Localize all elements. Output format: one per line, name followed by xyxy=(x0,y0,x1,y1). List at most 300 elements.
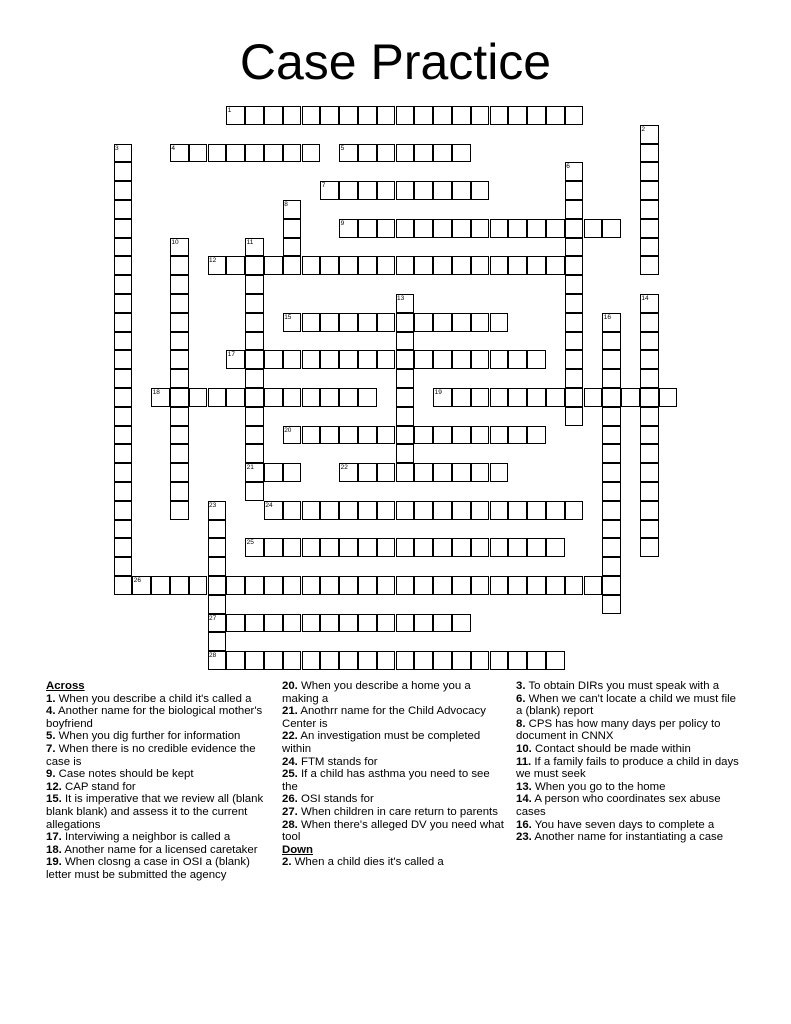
crossword-cell[interactable] xyxy=(170,482,189,501)
crossword-cell[interactable] xyxy=(358,219,377,238)
crossword-cell[interactable] xyxy=(339,576,358,595)
crossword-cell[interactable] xyxy=(320,388,339,407)
crossword-cell[interactable] xyxy=(226,651,245,670)
crossword-cell[interactable] xyxy=(170,256,189,275)
crossword-cell[interactable] xyxy=(170,294,189,313)
crossword-cell[interactable] xyxy=(414,501,433,520)
crossword-cell[interactable] xyxy=(584,219,603,238)
crossword-cell[interactable] xyxy=(245,256,264,275)
crossword-cell[interactable] xyxy=(283,106,302,125)
crossword-cell[interactable] xyxy=(377,576,396,595)
crossword-cell[interactable] xyxy=(302,501,321,520)
crossword-cell[interactable] xyxy=(602,463,621,482)
crossword-cell[interactable] xyxy=(396,106,415,125)
crossword-cell[interactable] xyxy=(546,106,565,125)
crossword-cell[interactable] xyxy=(208,614,227,633)
crossword-cell[interactable] xyxy=(508,350,527,369)
crossword-cell[interactable] xyxy=(433,614,452,633)
crossword-cell[interactable] xyxy=(114,350,133,369)
crossword-cell[interactable] xyxy=(339,651,358,670)
crossword-cell[interactable] xyxy=(339,538,358,557)
crossword-cell[interactable] xyxy=(114,144,133,163)
crossword-cell[interactable] xyxy=(602,501,621,520)
crossword-cell[interactable] xyxy=(114,426,133,445)
crossword-cell[interactable] xyxy=(433,388,452,407)
crossword-cell[interactable] xyxy=(527,501,546,520)
crossword-cell[interactable] xyxy=(414,106,433,125)
crossword-cell[interactable] xyxy=(565,294,584,313)
crossword-cell[interactable] xyxy=(377,614,396,633)
crossword-cell[interactable] xyxy=(339,144,358,163)
crossword-cell[interactable] xyxy=(245,426,264,445)
crossword-cell[interactable] xyxy=(508,538,527,557)
crossword-cell[interactable] xyxy=(283,463,302,482)
crossword-cell[interactable] xyxy=(302,426,321,445)
crossword-cell[interactable] xyxy=(640,125,659,144)
crossword-cell[interactable] xyxy=(208,256,227,275)
crossword-cell[interactable] xyxy=(414,313,433,332)
crossword-cell[interactable] xyxy=(640,482,659,501)
crossword-cell[interactable] xyxy=(490,219,509,238)
crossword-cell[interactable] xyxy=(264,106,283,125)
crossword-cell[interactable] xyxy=(565,200,584,219)
crossword-cell[interactable] xyxy=(264,144,283,163)
crossword-cell[interactable] xyxy=(602,407,621,426)
crossword-cell[interactable] xyxy=(283,576,302,595)
crossword-cell[interactable] xyxy=(565,106,584,125)
crossword-cell[interactable] xyxy=(283,614,302,633)
crossword-cell[interactable] xyxy=(396,369,415,388)
crossword-cell[interactable] xyxy=(114,538,133,557)
crossword-cell[interactable] xyxy=(508,576,527,595)
crossword-cell[interactable] xyxy=(565,181,584,200)
crossword-cell[interactable] xyxy=(339,256,358,275)
crossword-cell[interactable] xyxy=(471,426,490,445)
crossword-cell[interactable] xyxy=(640,350,659,369)
crossword-cell[interactable] xyxy=(452,651,471,670)
crossword-cell[interactable] xyxy=(396,444,415,463)
crossword-cell[interactable] xyxy=(114,181,133,200)
crossword-cell[interactable] xyxy=(283,256,302,275)
crossword-cell[interactable] xyxy=(452,538,471,557)
crossword-cell[interactable] xyxy=(358,501,377,520)
crossword-cell[interactable] xyxy=(377,651,396,670)
crossword-cell[interactable] xyxy=(414,219,433,238)
crossword-cell[interactable] xyxy=(659,388,678,407)
crossword-cell[interactable] xyxy=(245,482,264,501)
crossword-cell[interactable] xyxy=(208,501,227,520)
crossword-cell[interactable] xyxy=(396,388,415,407)
crossword-cell[interactable] xyxy=(452,144,471,163)
crossword-cell[interactable] xyxy=(414,614,433,633)
crossword-cell[interactable] xyxy=(640,238,659,257)
crossword-cell[interactable] xyxy=(452,313,471,332)
crossword-cell[interactable] xyxy=(471,651,490,670)
crossword-cell[interactable] xyxy=(396,501,415,520)
crossword-cell[interactable] xyxy=(245,369,264,388)
crossword-cell[interactable] xyxy=(471,463,490,482)
crossword-cell[interactable] xyxy=(414,426,433,445)
crossword-cell[interactable] xyxy=(471,181,490,200)
crossword-cell[interactable] xyxy=(640,538,659,557)
crossword-cell[interactable] xyxy=(508,426,527,445)
crossword-cell[interactable] xyxy=(208,651,227,670)
crossword-cell[interactable] xyxy=(245,350,264,369)
crossword-cell[interactable] xyxy=(471,106,490,125)
crossword-cell[interactable] xyxy=(114,162,133,181)
crossword-cell[interactable] xyxy=(565,407,584,426)
crossword-cell[interactable] xyxy=(302,388,321,407)
crossword-cell[interactable] xyxy=(565,219,584,238)
crossword-cell[interactable] xyxy=(358,350,377,369)
crossword-cell[interactable] xyxy=(433,256,452,275)
crossword-cell[interactable] xyxy=(283,426,302,445)
crossword-cell[interactable] xyxy=(546,538,565,557)
crossword-cell[interactable] xyxy=(245,651,264,670)
crossword-cell[interactable] xyxy=(114,369,133,388)
crossword-cell[interactable] xyxy=(640,369,659,388)
crossword-cell[interactable] xyxy=(490,388,509,407)
crossword-cell[interactable] xyxy=(490,106,509,125)
crossword-cell[interactable] xyxy=(339,614,358,633)
crossword-cell[interactable] xyxy=(452,181,471,200)
crossword-cell[interactable] xyxy=(302,106,321,125)
crossword-cell[interactable] xyxy=(396,332,415,351)
crossword-cell[interactable] xyxy=(283,350,302,369)
crossword-cell[interactable] xyxy=(471,388,490,407)
crossword-cell[interactable] xyxy=(339,350,358,369)
crossword-cell[interactable] xyxy=(358,463,377,482)
crossword-cell[interactable] xyxy=(114,238,133,257)
crossword-cell[interactable] xyxy=(114,407,133,426)
crossword-cell[interactable] xyxy=(640,407,659,426)
crossword-cell[interactable] xyxy=(414,181,433,200)
crossword-cell[interactable] xyxy=(396,350,415,369)
crossword-cell[interactable] xyxy=(565,313,584,332)
crossword-cell[interactable] xyxy=(320,614,339,633)
crossword-cell[interactable] xyxy=(358,388,377,407)
crossword-cell[interactable] xyxy=(396,614,415,633)
crossword-cell[interactable] xyxy=(245,238,264,257)
crossword-cell[interactable] xyxy=(245,144,264,163)
crossword-cell[interactable] xyxy=(245,388,264,407)
crossword-cell[interactable] xyxy=(396,181,415,200)
crossword-cell[interactable] xyxy=(602,219,621,238)
crossword-cell[interactable] xyxy=(114,501,133,520)
crossword-cell[interactable] xyxy=(546,576,565,595)
crossword-cell[interactable] xyxy=(377,350,396,369)
crossword-cell[interactable] xyxy=(189,388,208,407)
crossword-cell[interactable] xyxy=(170,238,189,257)
crossword-cell[interactable] xyxy=(377,144,396,163)
crossword-cell[interactable] xyxy=(396,651,415,670)
crossword-cell[interactable] xyxy=(508,106,527,125)
crossword-cell[interactable] xyxy=(433,426,452,445)
crossword-cell[interactable] xyxy=(358,614,377,633)
crossword-cell[interactable] xyxy=(189,144,208,163)
crossword-cell[interactable] xyxy=(170,388,189,407)
crossword-cell[interactable] xyxy=(114,219,133,238)
crossword-cell[interactable] xyxy=(208,632,227,651)
crossword-cell[interactable] xyxy=(433,181,452,200)
crossword-cell[interactable] xyxy=(565,576,584,595)
crossword-cell[interactable] xyxy=(358,106,377,125)
crossword-cell[interactable] xyxy=(245,407,264,426)
crossword-cell[interactable] xyxy=(471,313,490,332)
crossword-cell[interactable] xyxy=(208,538,227,557)
crossword-cell[interactable] xyxy=(433,144,452,163)
crossword-cell[interactable] xyxy=(302,576,321,595)
crossword-cell[interactable] xyxy=(170,313,189,332)
crossword-cell[interactable] xyxy=(490,256,509,275)
crossword-cell[interactable] xyxy=(377,219,396,238)
crossword-cell[interactable] xyxy=(208,520,227,539)
crossword-cell[interactable] xyxy=(527,651,546,670)
crossword-cell[interactable] xyxy=(546,651,565,670)
crossword-cell[interactable] xyxy=(358,651,377,670)
crossword-cell[interactable] xyxy=(114,294,133,313)
crossword-cell[interactable] xyxy=(584,388,603,407)
crossword-cell[interactable] xyxy=(114,576,133,595)
crossword-cell[interactable] xyxy=(264,576,283,595)
crossword-cell[interactable] xyxy=(602,388,621,407)
crossword-cell[interactable] xyxy=(245,106,264,125)
crossword-cell[interactable] xyxy=(565,501,584,520)
crossword-cell[interactable] xyxy=(471,501,490,520)
crossword-cell[interactable] xyxy=(114,557,133,576)
crossword-cell[interactable] xyxy=(264,388,283,407)
crossword-cell[interactable] xyxy=(377,106,396,125)
crossword-cell[interactable] xyxy=(433,106,452,125)
crossword-cell[interactable] xyxy=(508,651,527,670)
crossword-cell[interactable] xyxy=(640,426,659,445)
crossword-cell[interactable] xyxy=(377,501,396,520)
crossword-cell[interactable] xyxy=(358,426,377,445)
crossword-cell[interactable] xyxy=(189,576,208,595)
crossword-cell[interactable] xyxy=(396,538,415,557)
crossword-cell[interactable] xyxy=(170,369,189,388)
crossword-cell[interactable] xyxy=(452,256,471,275)
crossword-cell[interactable] xyxy=(640,294,659,313)
crossword-cell[interactable] xyxy=(339,313,358,332)
crossword-cell[interactable] xyxy=(114,256,133,275)
crossword-cell[interactable] xyxy=(302,350,321,369)
crossword-cell[interactable] xyxy=(508,219,527,238)
crossword-cell[interactable] xyxy=(433,219,452,238)
crossword-cell[interactable] xyxy=(565,238,584,257)
crossword-cell[interactable] xyxy=(339,106,358,125)
crossword-cell[interactable] xyxy=(302,538,321,557)
crossword-cell[interactable] xyxy=(452,106,471,125)
crossword-cell[interactable] xyxy=(264,350,283,369)
crossword-cell[interactable] xyxy=(377,256,396,275)
crossword-cell[interactable] xyxy=(602,482,621,501)
crossword-cell[interactable] xyxy=(283,501,302,520)
crossword-cell[interactable] xyxy=(640,144,659,163)
crossword-cell[interactable] xyxy=(245,614,264,633)
crossword-cell[interactable] xyxy=(414,144,433,163)
crossword-cell[interactable] xyxy=(414,463,433,482)
crossword-cell[interactable] xyxy=(565,388,584,407)
crossword-cell[interactable] xyxy=(320,576,339,595)
crossword-cell[interactable] xyxy=(320,501,339,520)
crossword-cell[interactable] xyxy=(640,162,659,181)
crossword-cell[interactable] xyxy=(170,576,189,595)
crossword-cell[interactable] xyxy=(527,426,546,445)
crossword-cell[interactable] xyxy=(264,463,283,482)
crossword-cell[interactable] xyxy=(114,463,133,482)
crossword-cell[interactable] xyxy=(302,144,321,163)
crossword-cell[interactable] xyxy=(546,501,565,520)
crossword-cell[interactable] xyxy=(640,256,659,275)
crossword-cell[interactable] xyxy=(396,294,415,313)
crossword-cell[interactable] xyxy=(602,520,621,539)
crossword-cell[interactable] xyxy=(320,538,339,557)
crossword-cell[interactable] xyxy=(283,388,302,407)
crossword-cell[interactable] xyxy=(226,388,245,407)
crossword-cell[interactable] xyxy=(490,651,509,670)
crossword-cell[interactable] xyxy=(527,388,546,407)
crossword-cell[interactable] xyxy=(283,651,302,670)
crossword-cell[interactable] xyxy=(245,332,264,351)
crossword-cell[interactable] xyxy=(283,313,302,332)
crossword-cell[interactable] xyxy=(283,144,302,163)
crossword-cell[interactable] xyxy=(565,256,584,275)
crossword-cell[interactable] xyxy=(396,463,415,482)
crossword-cell[interactable] xyxy=(433,501,452,520)
crossword-cell[interactable] xyxy=(471,256,490,275)
crossword-cell[interactable] xyxy=(396,144,415,163)
crossword-cell[interactable] xyxy=(132,576,151,595)
crossword-cell[interactable] xyxy=(565,332,584,351)
crossword-cell[interactable] xyxy=(602,369,621,388)
crossword-cell[interactable] xyxy=(433,463,452,482)
crossword-cell[interactable] xyxy=(320,181,339,200)
crossword-cell[interactable] xyxy=(302,614,321,633)
crossword-cell[interactable] xyxy=(283,538,302,557)
crossword-cell[interactable] xyxy=(565,350,584,369)
crossword-cell[interactable] xyxy=(114,200,133,219)
crossword-cell[interactable] xyxy=(640,520,659,539)
crossword-cell[interactable] xyxy=(452,219,471,238)
crossword-cell[interactable] xyxy=(640,388,659,407)
crossword-cell[interactable] xyxy=(245,275,264,294)
crossword-cell[interactable] xyxy=(452,350,471,369)
crossword-cell[interactable] xyxy=(170,444,189,463)
crossword-cell[interactable] xyxy=(283,238,302,257)
crossword-cell[interactable] xyxy=(602,426,621,445)
crossword-cell[interactable] xyxy=(546,388,565,407)
crossword-cell[interactable] xyxy=(245,463,264,482)
crossword-cell[interactable] xyxy=(320,313,339,332)
crossword-cell[interactable] xyxy=(565,275,584,294)
crossword-cell[interactable] xyxy=(114,444,133,463)
crossword-cell[interactable] xyxy=(396,576,415,595)
crossword-cell[interactable] xyxy=(565,162,584,181)
crossword-cell[interactable] xyxy=(339,426,358,445)
crossword-cell[interactable] xyxy=(414,256,433,275)
crossword-cell[interactable] xyxy=(151,576,170,595)
crossword-cell[interactable] xyxy=(527,576,546,595)
crossword-cell[interactable] xyxy=(264,256,283,275)
crossword-cell[interactable] xyxy=(208,388,227,407)
crossword-cell[interactable] xyxy=(377,426,396,445)
crossword-cell[interactable] xyxy=(527,106,546,125)
crossword-cell[interactable] xyxy=(283,200,302,219)
crossword-cell[interactable] xyxy=(264,501,283,520)
crossword-cell[interactable] xyxy=(114,482,133,501)
crossword-cell[interactable] xyxy=(490,576,509,595)
crossword-cell[interactable] xyxy=(414,576,433,595)
crossword-cell[interactable] xyxy=(433,576,452,595)
crossword-cell[interactable] xyxy=(226,106,245,125)
crossword-cell[interactable] xyxy=(621,388,640,407)
crossword-cell[interactable] xyxy=(151,388,170,407)
crossword-cell[interactable] xyxy=(414,538,433,557)
crossword-cell[interactable] xyxy=(264,614,283,633)
crossword-cell[interactable] xyxy=(339,463,358,482)
crossword-cell[interactable] xyxy=(302,651,321,670)
crossword-cell[interactable] xyxy=(640,181,659,200)
crossword-cell[interactable] xyxy=(471,538,490,557)
crossword-cell[interactable] xyxy=(396,219,415,238)
crossword-cell[interactable] xyxy=(452,463,471,482)
crossword-cell[interactable] xyxy=(396,313,415,332)
crossword-cell[interactable] xyxy=(527,538,546,557)
crossword-cell[interactable] xyxy=(602,444,621,463)
crossword-cell[interactable] xyxy=(452,501,471,520)
crossword-cell[interactable] xyxy=(490,426,509,445)
crossword-cell[interactable] xyxy=(358,144,377,163)
crossword-cell[interactable] xyxy=(433,651,452,670)
crossword-cell[interactable] xyxy=(508,256,527,275)
crossword-cell[interactable] xyxy=(640,501,659,520)
crossword-cell[interactable] xyxy=(170,426,189,445)
crossword-cell[interactable] xyxy=(377,313,396,332)
crossword-cell[interactable] xyxy=(208,576,227,595)
crossword-cell[interactable] xyxy=(471,576,490,595)
crossword-cell[interactable] xyxy=(490,463,509,482)
crossword-cell[interactable] xyxy=(377,181,396,200)
crossword-cell[interactable] xyxy=(264,538,283,557)
crossword-cell[interactable] xyxy=(320,651,339,670)
crossword-cell[interactable] xyxy=(358,181,377,200)
crossword-cell[interactable] xyxy=(339,219,358,238)
crossword-cell[interactable] xyxy=(565,369,584,388)
crossword-cell[interactable] xyxy=(377,538,396,557)
crossword-cell[interactable] xyxy=(433,538,452,557)
crossword-cell[interactable] xyxy=(245,313,264,332)
crossword-cell[interactable] xyxy=(339,388,358,407)
crossword-cell[interactable] xyxy=(170,407,189,426)
crossword-cell[interactable] xyxy=(358,576,377,595)
crossword-cell[interactable] xyxy=(114,332,133,351)
crossword-cell[interactable] xyxy=(170,275,189,294)
crossword-cell[interactable] xyxy=(245,538,264,557)
crossword-cell[interactable] xyxy=(320,256,339,275)
crossword-cell[interactable] xyxy=(602,538,621,557)
crossword-cell[interactable] xyxy=(640,313,659,332)
crossword-cell[interactable] xyxy=(358,256,377,275)
crossword-cell[interactable] xyxy=(226,350,245,369)
crossword-cell[interactable] xyxy=(602,557,621,576)
crossword-cell[interactable] xyxy=(452,576,471,595)
crossword-cell[interactable] xyxy=(471,350,490,369)
crossword-cell[interactable] xyxy=(170,144,189,163)
crossword-cell[interactable] xyxy=(320,106,339,125)
crossword-cell[interactable] xyxy=(602,350,621,369)
crossword-cell[interactable] xyxy=(226,256,245,275)
